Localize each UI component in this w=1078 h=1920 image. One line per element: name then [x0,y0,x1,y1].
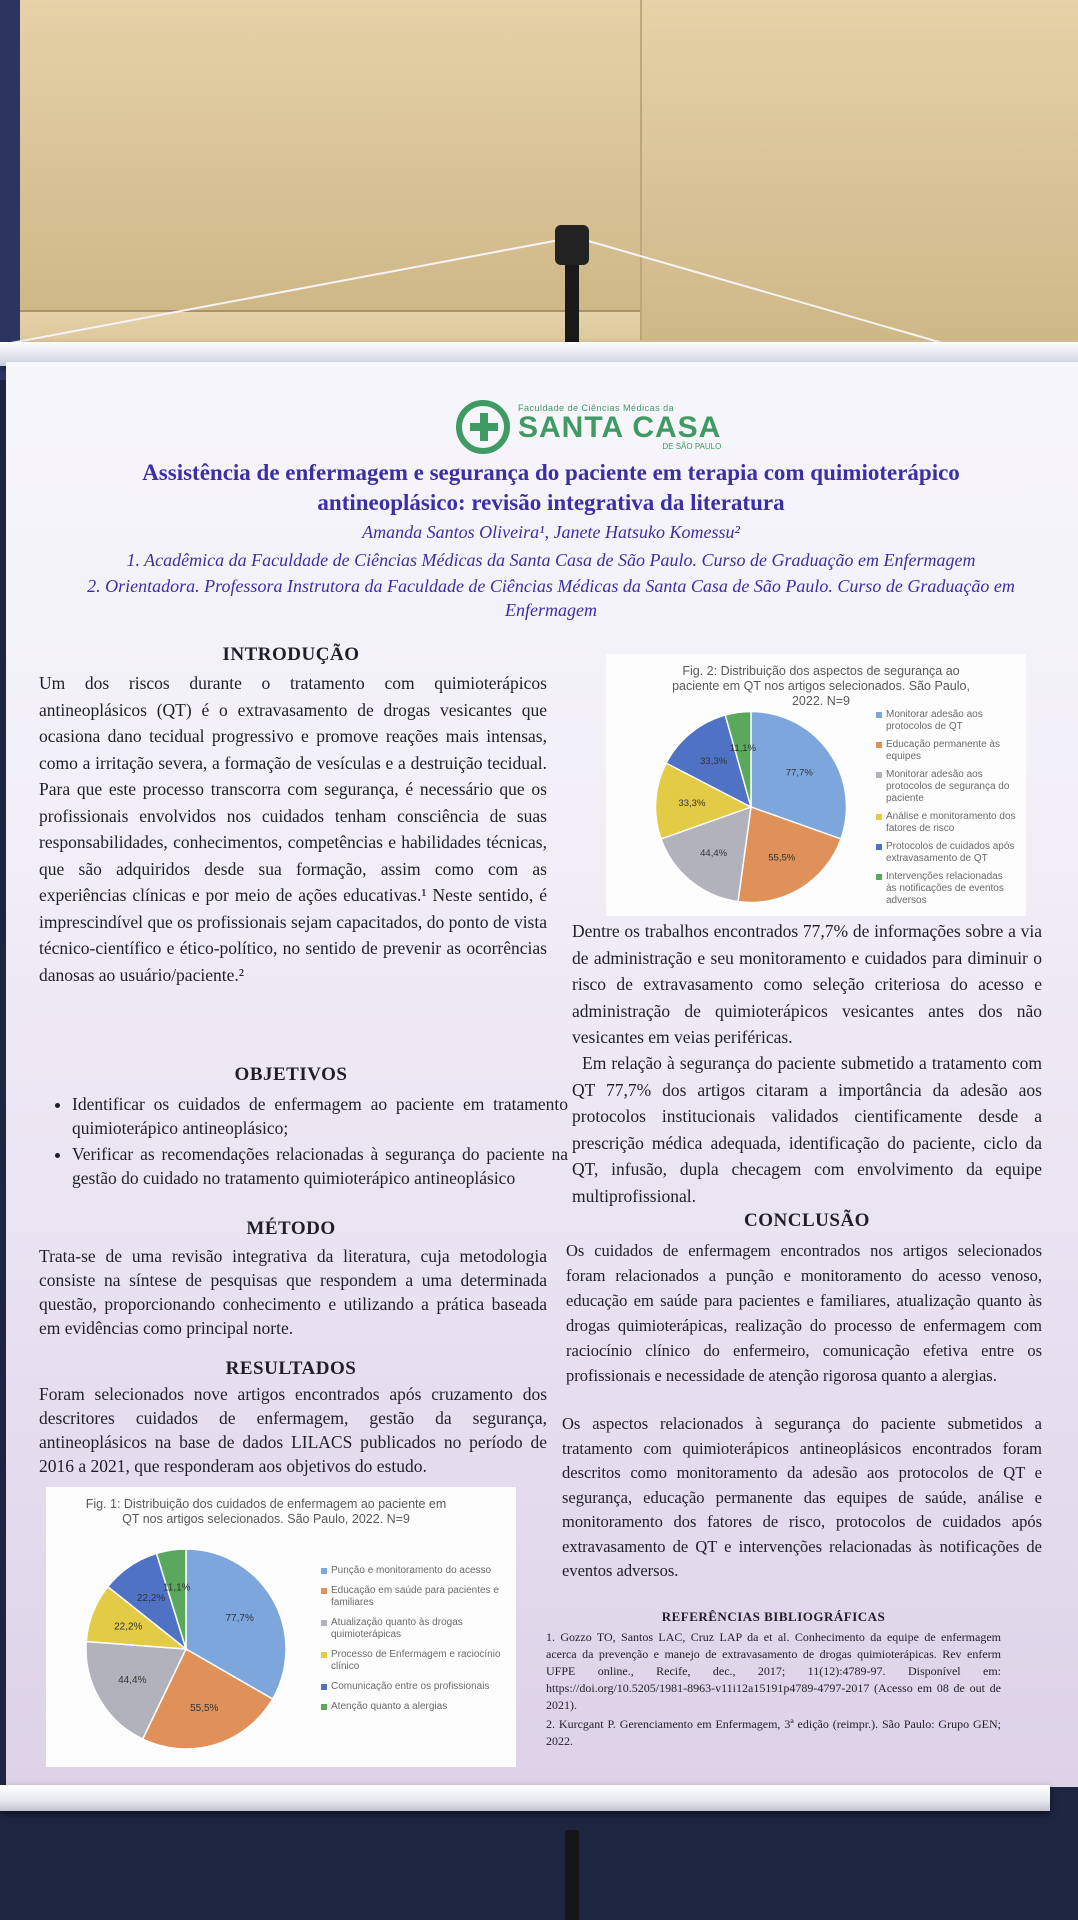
pie-slice-label: 44,4% [700,847,728,859]
legend-label: Monitorar adesão aos protocolos de QT [886,709,983,732]
pie-slice-label: 77,7% [785,767,813,779]
legend-item [876,709,1016,733]
figure-2-legend [876,709,1016,913]
objectives-list [46,1092,568,1192]
legend-item [321,1701,501,1713]
pie-slice-label: 77,7% [225,1613,254,1624]
affiliation-2: 2. Orientadora. Professora Instrutora da Faculdade de Ciências Médicas da Santa Casa de São Paulo. Curso de Graduação em Enfermagem [87,576,1015,620]
legend-swatch [321,1704,327,1710]
figure-1-legend [321,1565,501,1721]
legend-swatch [321,1568,327,1574]
conclusion-text-1: Os cuidados de enfermagem encontrados nos artigos selecionados foram relacionados a punção e monitoramento do acesso venoso, educação em saúde para pacientes e familiares, atualização quanto às drogas quimioterápicas, realização do processo de enfermagem com raciocínio clínico do enfermeiro, comunicação efetiva entre os profissionais e necessidade de atenção rigorosa quanto a alergias. [566,1241,1042,1385]
poster-title: Assistência de enfermagem e segurança do paciente em terapia com quimioterápico antineoplásico: revisão integrativa da literatura [142,460,960,515]
method-text: Trata-se de uma revisão integrativa da literatura, cuja metodologia consiste na síntese de pesquisas que respondem a uma determinada questão, proporcionando conhecimento e utilizando a prática baseada em evidências como principal norte. [39,1246,547,1338]
legend-swatch [876,742,882,748]
legend-swatch [876,772,882,778]
legend-label: Intervenções relacionadas às notificações de eventos adversos [886,871,1004,906]
legend-swatch [876,844,882,850]
legend-item [876,769,1016,805]
method-heading: MÉTODO [246,1218,336,1239]
legend-item [321,1649,501,1673]
figure-1-pie [76,1539,296,1759]
poster-banner [6,362,1078,1787]
legend-item [321,1585,501,1609]
legend-label: Protocolos de cuidados após extravasamento de QT [886,841,1015,864]
objective-item: • Verificar as recomendações relacionadas à segurança do paciente na gestão do cuidado no tratamento quimioterápico antineoplásico [72,1142,568,1190]
results-text-right-2: Em relação à segurança do paciente submetido a tratamento com QT 77,7% dos artigos citaram a importância da adesão aos protocolos institucionais validados cientificamente desde a prescrição médica adequada, identificação do paciente, ciclo da QT, infusão, dupla checagem com envolvimento da equipe multiprofissional. [572,1053,1042,1206]
legend-label: Atualização quanto às drogas quimioterápicas [331,1617,463,1640]
pie-slice-label: 33,3% [678,797,706,809]
references-heading: REFERÊNCIAS BIBLIOGRÁFICAS [661,1609,886,1624]
pie-slice-label: 33,3% [700,755,728,767]
legend-swatch [321,1588,327,1594]
pie-slice-label: 55,5% [768,852,796,864]
legend-swatch [876,712,882,718]
figure-2-pie [646,702,856,912]
legend-item [321,1617,501,1641]
figure-2 [606,654,1026,916]
legend-swatch [321,1620,327,1626]
poster-authors: Amanda Santos Oliveira¹, Janete Hatsuko Komessu² [362,522,740,542]
legend-item [876,871,1016,907]
legend-label: Processo de Enfermagem e raciocínio clínico [331,1649,501,1672]
pie-slice-label: 22,2% [114,1621,143,1633]
reference-item: 2. Kurcgant P. Gerenciamento em Enfermagem, 3ª edição (reimpr.). São Paulo: Grupo GEN; 2022. [546,1717,1001,1748]
logo-sub-text: DE SÃO PAULO [662,441,722,451]
pie-slice-label: 22,2% [136,1592,166,1604]
legend-swatch [876,814,882,820]
legend-label: Monitorar adesão aos protocolos de segurança do paciente [886,769,1010,804]
objective-item: • Identificar os cuidados de enfermagem ao paciente em tratamento quimioterápico antineoplásico; [72,1092,568,1140]
conclusion-text-2: Os aspectos relacionados à segurança do paciente submetidos a tratamento com quimioterápicos antineoplásicos encontrados foram descritos como monitoramento da adesão aos protocolos de QT e segurança, educação permanente das equipes de saúde, análise e monitoramento dos fatores de risco, protocolos de cuidados após extravasamento de QT e intervenções relacionadas às notificações de eventos adversos. [562,1414,1042,1580]
logo-main-text: SANTA CASA [518,410,722,444]
banner-bottom-rod [0,1785,1050,1811]
intro-heading: INTRODUÇÃO [222,644,360,665]
affiliation-1: 1. Acadêmica da Faculdade de Ciências Médicas da Santa Casa de São Paulo. Curso de Graduação em Enfermagem [126,550,976,570]
intro-text: Um dos riscos durante o tratamento com quimioterápicos antineoplásicos (QT) é o extravasamento de drogas vesicantes que ocasiona dano tecidual progressivo e promove reações mais intensas, como a irritação severa, a formação de vesículas e a destruição tecidual. Para que este processo transcorra com segurança, é necessário que os profissionais envolvidos nos cuidados tenham consciência de suas responsabilidades, conhecimentos, competências e habilidades técnicas, que são adquiridos desde sua formação, assim como com as experiências clínicas e por meio de ações educativas.¹ Neste sentido, é imprescindível que os profissionais sejam capacitados, do ponto de vista técnico-científico e ético-político, no sentido de prevenir as ocorrências danosas ao usuário/paciente.² [39,673,547,985]
hanging-wires [0,0,1078,380]
banner-stand-base [565,1830,579,1920]
figure-1 [46,1487,516,1767]
references [546,1608,1001,1752]
legend-item [321,1565,501,1577]
reference-item: 1. Gozzo TO, Santos LAC, Cruz LAP da et al. Conhecimento da equipe de enfermagem acerca da prevenção e manejo de extravasamento de drogas quimioterápicas. Rev enferm UFPE online., Recife, dec., 2017; 11(12):4789-97. Disponível em: https://doi.org/10.5205/1981-8963-v11i12a15191p4789-4797-2017 (Acesso em 08 de out de 2021). [546,1630,1001,1712]
legend-label: Atenção quanto a alergias [331,1701,448,1712]
pie-slice-label: 55,5% [190,1703,219,1715]
legend-swatch [321,1684,327,1690]
pie-slice-label: 11,1% [729,743,757,755]
results-text-right-1: Dentre os trabalhos encontrados 77,7% de informações sobre a via de administração e seu monitoramento e cuidados para diminuir o risco de extravasamento como seleção criteriosa do acesso e administração de quimioterápicos vesicantes antes dos não vesicantes em veias periféricas. [572,921,1042,1047]
legend-label: Educação em saúde para pacientes e familiares [331,1585,499,1608]
conclusion-heading: CONCLUSÃO [744,1210,870,1231]
legend-label: Educação permanente às equipes [886,739,1000,762]
santa-casa-logo [456,400,721,454]
legend-swatch [876,874,882,880]
pie-slice-label: 44,4% [118,1675,147,1686]
legend-item [876,841,1016,865]
pie-slice-label: 11,1% [162,1582,191,1594]
legend-item [321,1681,501,1693]
legend-swatch [321,1652,327,1658]
legend-label: Punção e monitoramento do acesso [331,1565,492,1576]
objectives-heading: OBJETIVOS [234,1064,348,1085]
figure-1-caption: Fig. 1: Distribuição dos cuidados de enfermagem ao paciente em QT nos artigos selecionados. São Paulo, 2022. N=9 [85,1497,447,1526]
results-text: Foram selecionados nove artigos encontrados após cruzamento dos descritores cuidados de enfermagem, gestão da segurança, antineoplásicos na base de dados LILACS publicados no período de 2016 a 2021, que responderam aos objetivos do estudo. [39,1384,547,1476]
figure-2-caption: Fig. 2: Distribuição dos aspectos de segurança ao paciente em QT nos artigos selecionados. São Paulo, 2022. N=9 [672,664,970,708]
cross-logo-icon [456,400,510,454]
banner-stand-clip [555,225,589,265]
legend-item [876,811,1016,835]
legend-label: Comunicação entre os profissionais [331,1681,490,1692]
legend-item [876,739,1016,763]
results-heading: RESULTADOS [225,1358,357,1379]
legend-label: Análise e monitoramento dos fatores de risco [886,811,1016,834]
logo-top-text: Faculdade de Ciências Médicas da [518,402,675,413]
